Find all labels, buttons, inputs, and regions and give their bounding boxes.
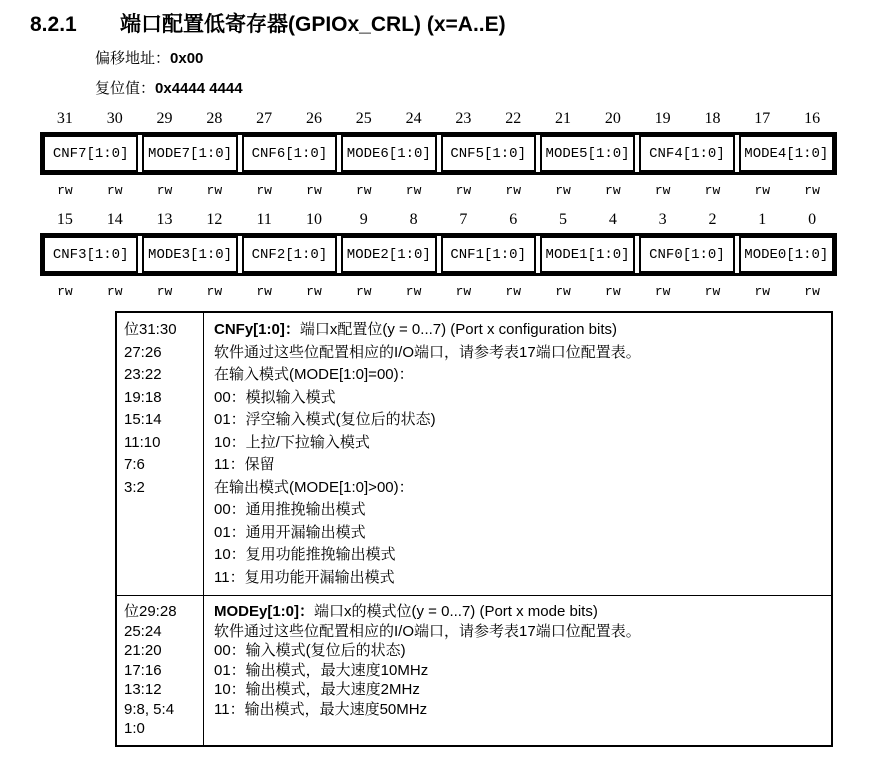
description-line: 00：模拟输入模式 (214, 388, 336, 406)
bit-range-line: 3:2 (124, 478, 145, 496)
description-line: 在输入模式(MODE[1:0]=00)： (214, 366, 414, 383)
section-number: 8.2.1 (30, 13, 77, 36)
access-type-label: rw (57, 183, 73, 198)
bit-number: 29 (156, 110, 173, 127)
description-line: 01：浮空输入模式(复位后的状态) (214, 411, 436, 428)
access-row-low (40, 284, 837, 299)
access-type-label: rw (156, 284, 173, 299)
bit-number: 19 (654, 110, 671, 127)
access-type-label: rw (754, 284, 771, 299)
bit-field-cell: CNF3[1:0] (43, 236, 138, 273)
access-type-label: rw (106, 183, 123, 198)
mode-description-lines (214, 622, 823, 720)
bit-number: 12 (206, 211, 223, 228)
access-type-label: rw (505, 183, 522, 198)
description-line: 11：复用功能开漏输出模式 (214, 568, 395, 586)
cnf-field-term: CNFy[1:0]： (214, 321, 300, 338)
bit-range-line: 1:0 (124, 720, 145, 737)
mode-description-row (117, 595, 831, 745)
bit-number: 5 (559, 211, 568, 228)
bit-range-line: 7:6 (124, 456, 145, 473)
bit-number: 13 (156, 211, 173, 228)
reset-value-line (95, 80, 870, 98)
description-line: 00：通用推挽输出模式 (214, 501, 366, 518)
description-line: 00：输入模式(复位后的状态) (214, 642, 406, 659)
access-type-label: rw (57, 284, 73, 299)
access-type-label: rw (555, 284, 571, 299)
access-type-label: rw (505, 284, 522, 299)
access-type-label: rw (754, 183, 771, 198)
bit-range-line: 11:10 (124, 433, 161, 451)
access-type-label: rw (256, 284, 272, 299)
description-line: 10：复用功能推挽输出模式 (214, 546, 396, 563)
description-line: 软件通过这些位配置相应的I/O端口，请参考表17端口位配置表。 (214, 343, 641, 361)
cnf-field-term-desc: 端口x配置位(y = 0...7) (Port x configuration bits) (299, 321, 618, 338)
bit-fields-row-high (40, 132, 837, 175)
cnf-term-line (214, 319, 823, 342)
description-line: 01：输出模式，最大速度10MHz (214, 661, 429, 679)
bit-number: 2 (708, 211, 717, 228)
access-type-label: rw (654, 183, 671, 198)
mode-bit-ranges (117, 596, 204, 745)
datasheet-page (0, 12, 870, 758)
bit-range-line: 25:24 (124, 622, 162, 640)
bit-field-cell: CNF7[1:0] (43, 135, 138, 172)
bit-number: 22 (505, 110, 522, 127)
bit-number: 20 (604, 110, 621, 127)
access-type-label: rw (355, 284, 372, 299)
offset-address-label: 偏移地址： (95, 50, 171, 67)
bit-description-table (115, 311, 833, 747)
description-line: 软件通过这些位配置相应的I/O端口，请参考表17端口位配置表。 (214, 622, 641, 640)
bit-range-line: 15:14 (124, 411, 162, 428)
description-line: 在输出模式(MODE[1:0]>00)： (214, 478, 414, 496)
bit-field-cell: MODE5[1:0] (540, 135, 635, 172)
mode-term-line (214, 602, 823, 622)
page-title: 端口配置低寄存器(GPIOx_CRL) (x=A..E) (120, 13, 506, 36)
bit-number: 27 (256, 110, 273, 127)
bit-number: 15 (56, 211, 73, 228)
cnf-description-lines (214, 342, 823, 590)
mode-field-term-desc: 端口x的模式位(y = 0...7) (Port x mode bits) (314, 603, 598, 620)
access-type-label: rw (555, 183, 571, 198)
bit-field-cell: MODE4[1:0] (739, 135, 834, 172)
bit-range-line: 23:22 (124, 366, 162, 383)
section-heading (30, 12, 870, 38)
bit-number: 8 (409, 211, 418, 228)
bit-number: 4 (608, 211, 617, 228)
mode-field-term: MODEy[1:0]： (214, 603, 315, 620)
offset-address-value: 0x00 (170, 50, 204, 67)
bit-number: 14 (106, 211, 123, 228)
access-type-label: rw (106, 284, 123, 299)
bit-field-cell: MODE7[1:0] (142, 135, 237, 172)
access-type-label: rw (654, 284, 671, 299)
bit-range-line: 27:26 (124, 343, 162, 361)
bit-field-cell: MODE0[1:0] (739, 236, 834, 273)
bit-range-line: 位31:30 (124, 321, 177, 338)
bit-number: 21 (555, 110, 572, 127)
bit-field-cell: CNF4[1:0] (639, 135, 734, 172)
access-type-label: rw (455, 284, 472, 299)
bit-field-cell: MODE3[1:0] (142, 236, 237, 273)
bit-range-line: 13:12 (124, 681, 162, 698)
access-type-label: rw (306, 183, 322, 198)
access-type-label: rw (804, 284, 820, 299)
access-type-label: rw (206, 284, 223, 299)
bit-number: 17 (754, 110, 771, 127)
description-line: 11：保留 (214, 456, 275, 473)
bit-number: 6 (509, 211, 518, 228)
register-meta (95, 50, 870, 98)
mode-description-content (204, 596, 831, 745)
access-type-label: rw (405, 183, 422, 198)
access-type-label: rw (405, 284, 422, 299)
bit-numbers-row-low (40, 211, 837, 229)
bit-number: 11 (256, 211, 272, 228)
bit-field-cell: CNF5[1:0] (441, 135, 536, 172)
bit-number: 25 (355, 110, 372, 127)
reset-value-label: 复位值： (95, 80, 156, 97)
bit-field-cell: MODE6[1:0] (341, 135, 436, 172)
bit-range-line: 9:8, 5:4 (124, 700, 175, 718)
bit-range-line: 17:16 (124, 661, 162, 679)
bit-field-cell: CNF2[1:0] (242, 236, 337, 273)
reset-value-value: 0x4444 4444 (155, 80, 243, 97)
access-type-label: rw (355, 183, 372, 198)
offset-address-line (95, 50, 870, 68)
access-type-label: rw (804, 183, 820, 198)
bit-number: 30 (106, 110, 123, 127)
description-line: 10：上拉/下拉输入模式 (214, 433, 370, 451)
bit-number: 10 (305, 211, 322, 228)
bit-field-cell: CNF6[1:0] (242, 135, 337, 172)
bit-number: 1 (758, 211, 767, 228)
cnf-bit-ranges (117, 313, 204, 595)
description-line: 01：通用开漏输出模式 (214, 523, 366, 541)
bit-number: 24 (405, 110, 422, 127)
bit-number: 3 (658, 211, 667, 228)
bit-fields-row-low (40, 233, 837, 276)
access-type-label: rw (206, 183, 223, 198)
cnf-description-content (204, 313, 831, 595)
bit-range-line: 位29:28 (124, 603, 177, 620)
bit-field-cell: MODE1[1:0] (540, 236, 635, 273)
bit-range-line: 21:20 (124, 642, 162, 659)
bit-field-cell: CNF1[1:0] (441, 236, 536, 273)
bit-number: 9 (359, 211, 368, 228)
access-type-label: rw (306, 284, 322, 299)
description-line: 10：输出模式，最大速度2MHz (214, 681, 420, 698)
access-type-label: rw (156, 183, 173, 198)
bit-range-line: 19:18 (124, 388, 162, 406)
bit-numbers-row-high (40, 110, 837, 128)
bit-number: 31 (56, 110, 73, 127)
access-type-label: rw (605, 284, 621, 299)
access-type-label: rw (605, 183, 621, 198)
access-type-label: rw (704, 183, 721, 198)
access-type-label: rw (256, 183, 272, 198)
register-bit-diagram (40, 110, 837, 299)
bit-number: 28 (206, 110, 223, 127)
access-row-high (40, 183, 837, 198)
bit-number: 0 (808, 211, 817, 228)
cnf-description-row (117, 313, 831, 595)
bit-number: 26 (305, 110, 322, 127)
bit-number: 18 (704, 110, 721, 127)
bit-field-cell: CNF0[1:0] (639, 236, 734, 273)
description-line: 11：输出模式，最大速度50MHz (214, 700, 428, 718)
access-type-label: rw (704, 284, 721, 299)
bit-number: 16 (804, 110, 821, 127)
bit-number: 7 (459, 211, 468, 228)
bit-number: 23 (455, 110, 472, 127)
access-type-label: rw (455, 183, 472, 198)
bit-field-cell: MODE2[1:0] (341, 236, 436, 273)
